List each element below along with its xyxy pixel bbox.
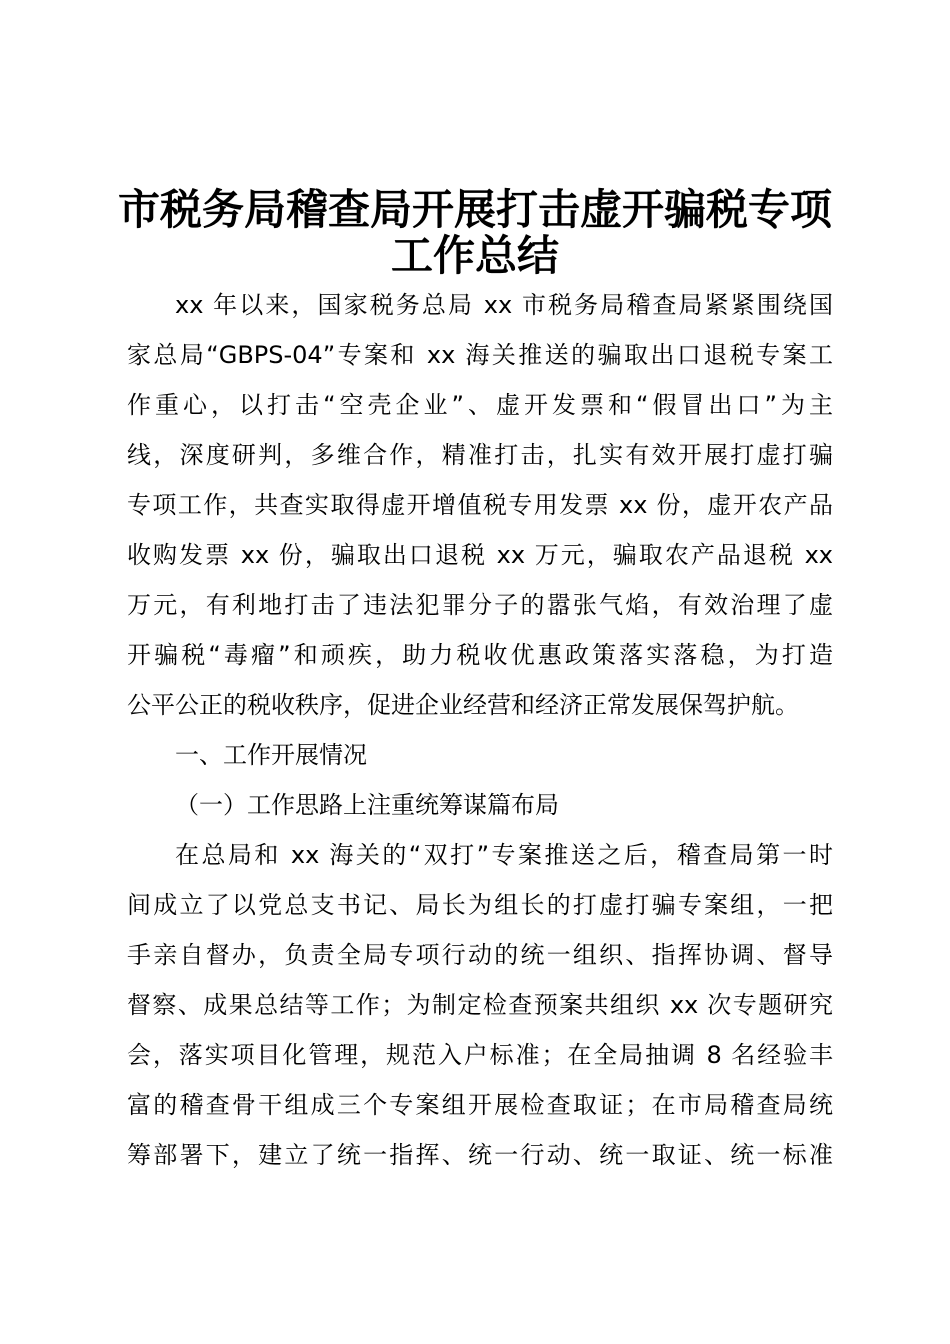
paragraph-1-line: xx 年以来，国家税务总局 xx 市税务局稽查局紧紧围绕国 [175,291,833,319]
section-heading: 一、工作开展情况 [175,741,367,769]
document-title-line-2: 工作总结 [390,231,559,280]
paragraph-2-line: 督察、成果总结等工作；为制定检查预案共组织 xx 次专题研究 [127,991,833,1019]
paragraph-2-line: 手亲自督办，负责全局专项行动的统一组织、指挥协调、督导 [127,941,833,969]
paragraph-1-line: 作重心，以打击“空壳企业”、虚开发票和“假冒出口”为主 [127,391,833,419]
paragraph-1-line: 收购发票 xx 份，骗取出口退税 xx 万元，骗取农产品退税 xx [127,541,833,569]
subsection-heading: （一）工作思路上注重统筹谋篇布局 [175,791,559,819]
paragraph-2-line: 筹部署下，建立了统一指挥、统一行动、统一取证、统一标准 [127,1141,833,1169]
paragraph-1-line: 家总局“GBPS-04”专案和 xx 海关推送的骗取出口退税专案工 [127,341,833,369]
paragraph-1-line: 专项工作，共查实取得虚开增值税专用发票 xx 份，虚开农产品 [127,491,833,519]
paragraph-1-line: 万元，有利地打击了违法犯罪分子的嚣张气焰，有效治理了虚 [127,591,833,619]
document-title-line-1: 市税务局稽查局开展打击虚开骗税专项 [117,185,832,234]
paragraph-2-line: 富的稽查骨干组成三个专案组开展检查取证；在市局稽查局统 [127,1091,833,1119]
paragraph-2-line: 间成立了以党总支书记、局长为组长的打虚打骗专案组，一把 [127,891,833,919]
paragraph-1-line: 线，深度研判，多维合作，精准打击，扎实有效开展打虚打骗 [127,441,833,469]
paragraph-2-line: 在总局和 xx 海关的“双打”专案推送之后，稽查局第一时 [175,841,833,869]
paragraph-2-line: 会，落实项目化管理，规范入户标准；在全局抽调 8 名经验丰 [127,1041,833,1069]
paragraph-1-line: 开骗税“毒瘤”和顽疾，助力税收优惠政策落实落稳，为打造 [127,641,833,669]
paragraph-1-line: 公平公正的税收秩序，促进企业经营和经济正常发展保驾护航。 [127,691,799,719]
